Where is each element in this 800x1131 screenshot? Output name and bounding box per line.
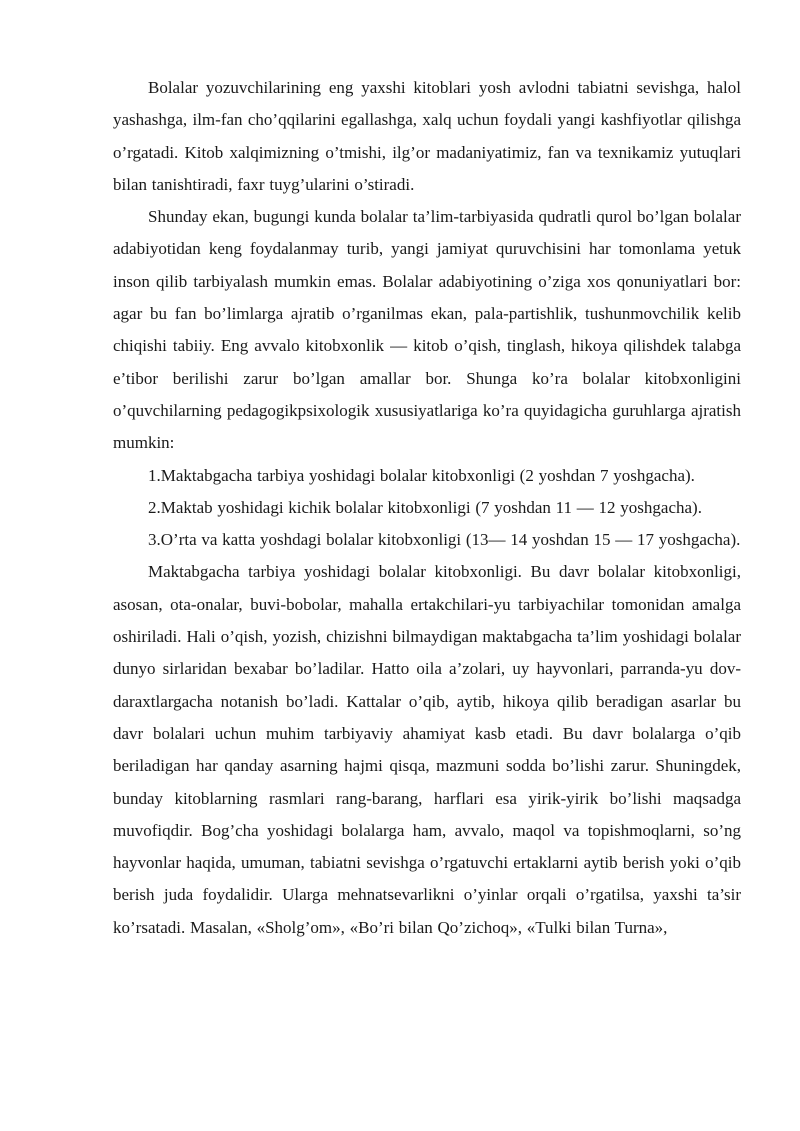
- list-item-group-1: 1.Maktabgacha tarbiya yoshidagi bolalar kitobxonligi (2 yoshdan 7 yoshgacha).: [148, 465, 695, 485]
- paragraph-preschool-reading: Maktabgacha tarbiya yoshidagi bolalar kitobxonligi. Bu davr bolalar kitobxonligi, asosan, ota-onalar, buvi-bobolar, mahalla ertakchilari-yu tarbiyachilar tomonidan amalga oshiriladi. Hali o’qish, yozish, chizishni bilmaydigan maktabgacha ta’lim yoshidagi bolalar dunyo sirlaridan bexabar bo’ladilar. Hatto oila a’zolari, uy hayvonlari, parranda-yu dov-daraxtlargacha notanish bo’ladi. Kattalar o’qib, aytib, hikoya qilib beradigan asarlar bu davr bolalari uchun muhim tarbiyaviy ahamiyat kasb etadi. Bu davr bolalarga o’qib beriladigan har qanday asarning hajmi qisqa, mazmuni sodda bo’lishi zarur. Shuningdek, bunday kitoblarning rasmlari rang-barang, harflari esa yirik-yirik bo’lishi maqsadga muvofiqdir. Bog’cha yoshidagi bolalarga ham, avvalo, maqol va topishmoqlarni, so’ng hayvonlar haqida, umuman, tabiatni sevishga o’rgatuvchi ertaklarni aytib berish yoki o’qib berish juda foydalidir. Ularga mehnatsevarlikni o’yinlar orqali o’rgatilsa, yaxshi ta’sir ko’rsatadi. Masalan, «Sholg’om», «Bo’ri bilan Qo’zichoq», «Tulki bilan Turna»,: [113, 562, 741, 937]
- list-item-group-3: 3.O’rta va katta yoshdagi bolalar kitobxonligi (13— 14 yoshdan 15 — 17 yoshgacha).: [148, 530, 741, 550]
- list-item-group-2: 2.Maktab yoshidagi kichik bolalar kitobxonligi (7 yoshdan 11 — 12 yoshgacha).: [148, 497, 702, 517]
- paragraph-intro: Bolalar yozuvchilarining eng yaxshi kitoblari yosh avlodni tabiatni sevishga, halol yashashga, ilm-fan cho’qqilarini egallashga, xalq uchun foydali yangi kashfiyotlar qilishga o’rgatadi. Kitob xalqimizning o’tmishi, ilg’or madaniyatimiz, fan va texnikamiz yutuqlari bilan tanishtiradi, faxr tuyg’ularini o’stiradi.: [113, 78, 741, 194]
- document-page: [113, 72, 741, 944]
- paragraph-reading-groups: Shunday ekan, bugungi kunda bolalar ta’lim-tarbiyasida qudratli qurol bo’lgan bolalar adabiyotidan keng foydalanmay turib, yangi jamiyat quruvchisini har tomonlama yetuk inson qilib tarbiyalash mumkin emas. Bolalar adabiyotining o’ziga xos qonuniyatlari bor: agar bu fan bo’limlarga ajratib o’rganilmas ekan, pala-partishlik, tushunmovchilik kelib chiqishi tabiiy. Eng avvalo kitobxonlik — kitob o’qish, tinglash, hikoya qilishdek talabga e’tibor berilishi zarur bo’lgan amallar bor. Shunga ko’ra bolalar kitobxonligini o’quvchilarning pedagogikpsixologik xususiyatlariga ko’ra quyidagicha guruhlarga ajratish mumkin:: [113, 207, 741, 453]
